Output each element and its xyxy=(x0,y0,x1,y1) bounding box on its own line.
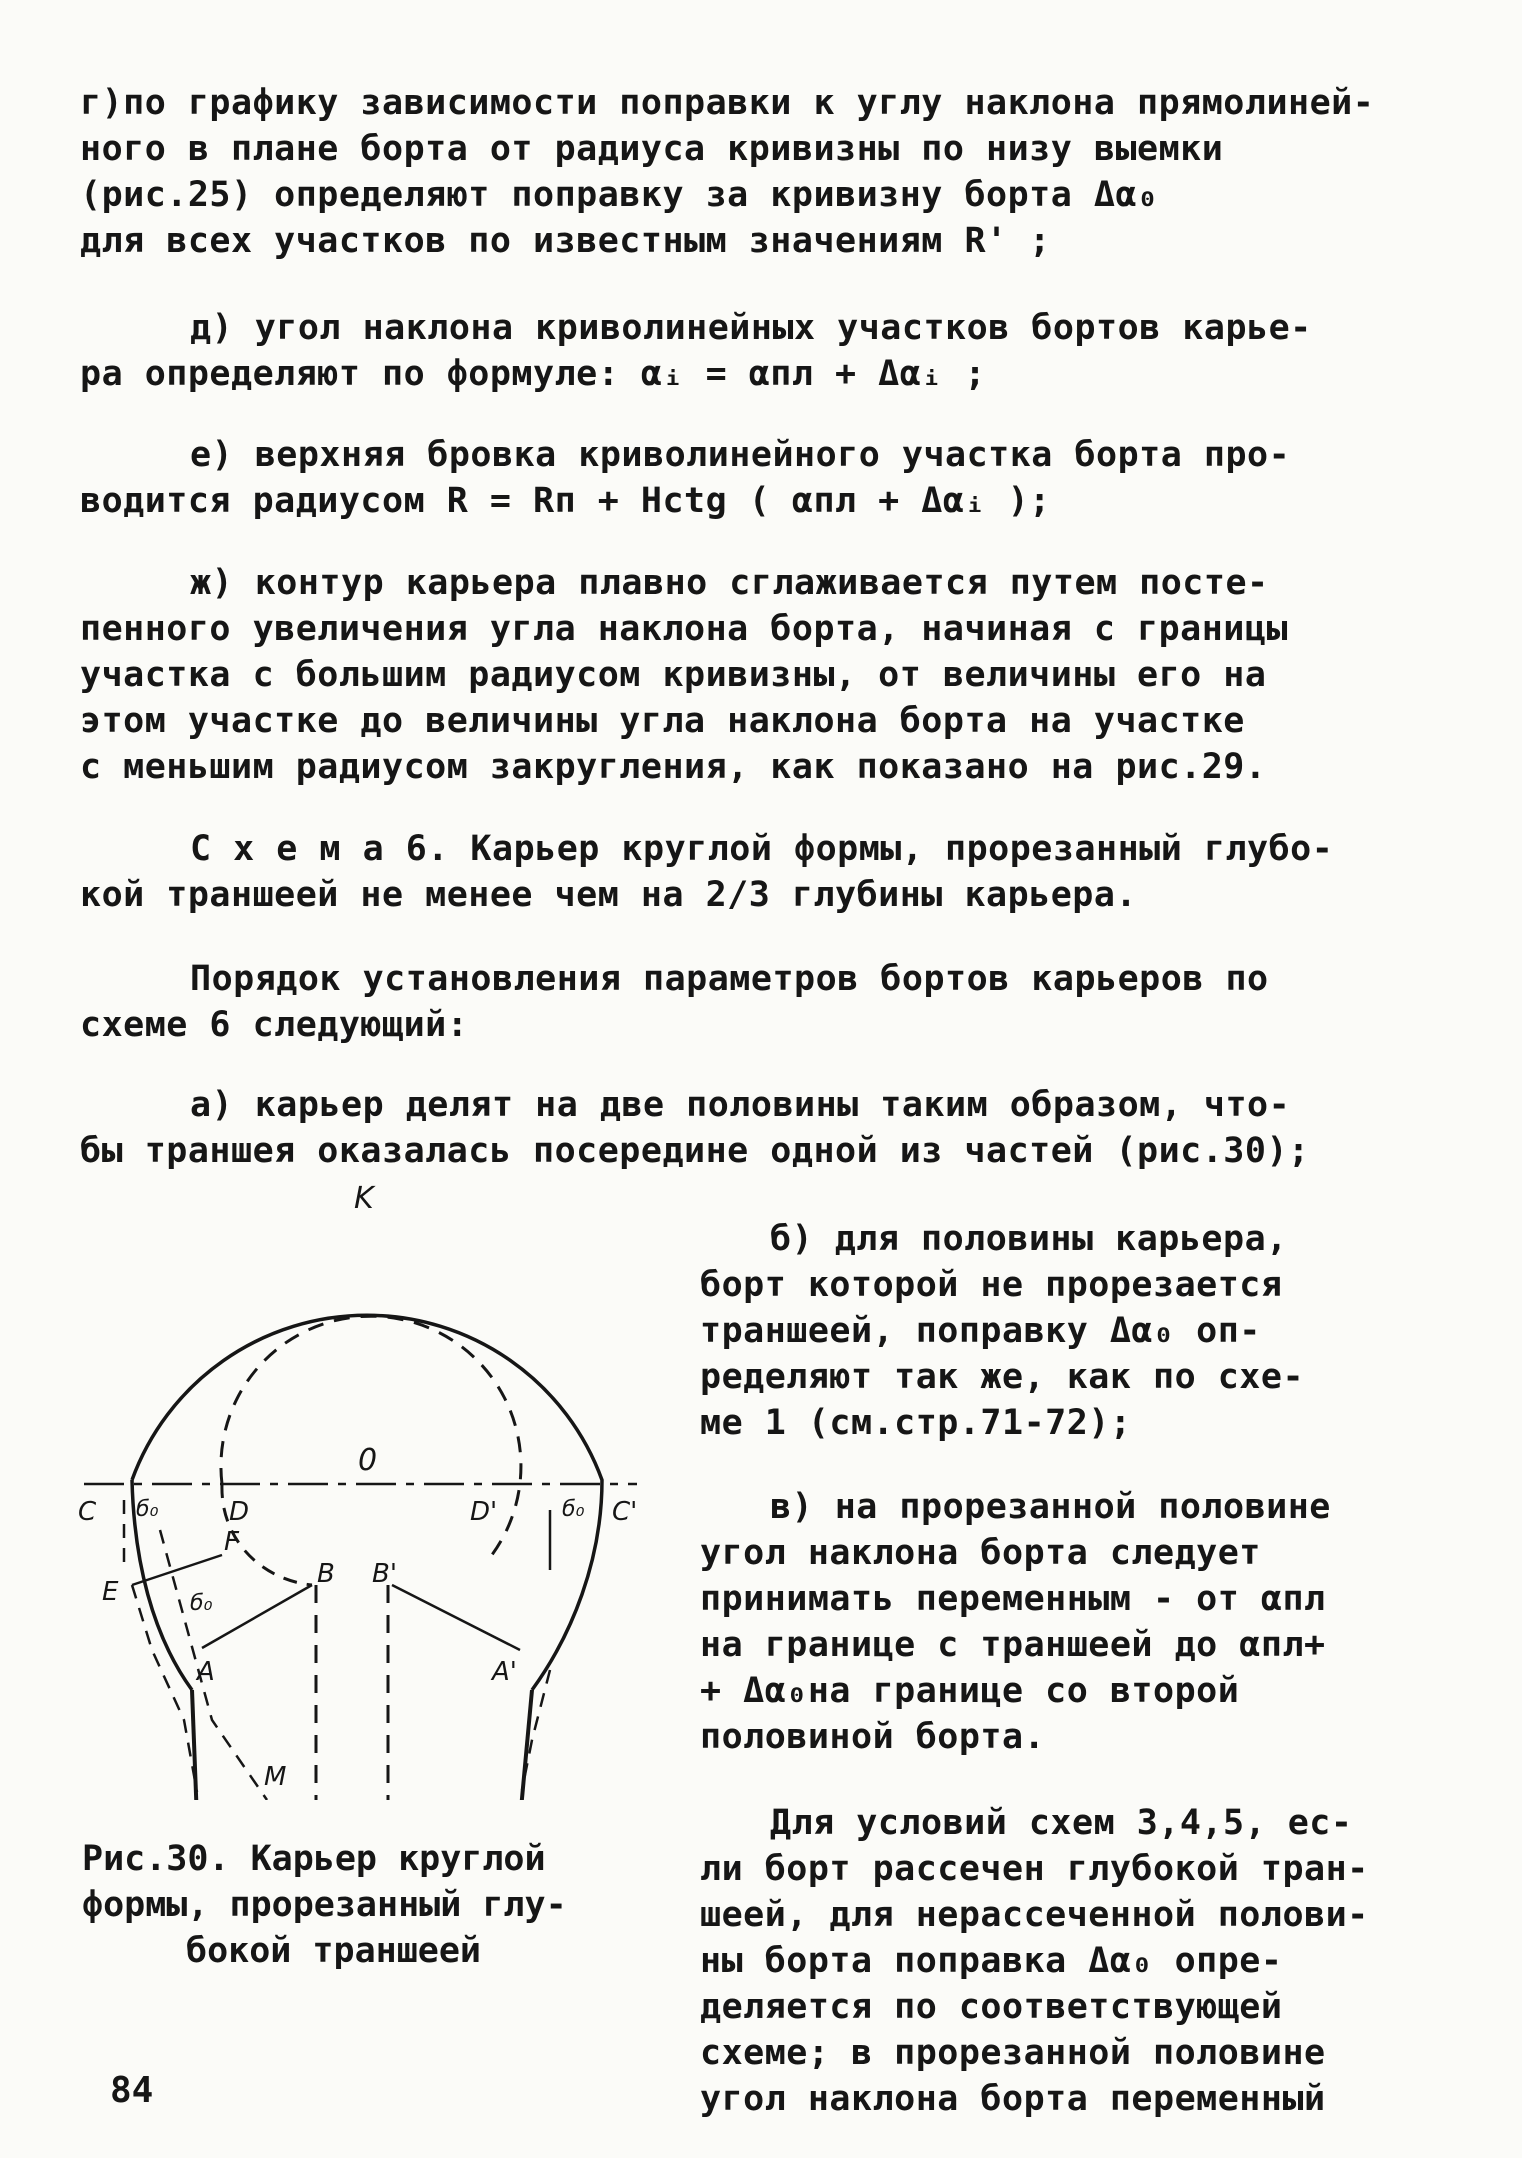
text-line-13: с меньшим радиусом закругления, как показано на рис.29. xyxy=(80,747,1267,787)
label-E: E xyxy=(102,1577,119,1607)
label-K: K xyxy=(354,1181,374,1216)
text-line-14: С х е м а 6. Карьер круглой формы, прорезанный глубо- xyxy=(190,829,1334,869)
right-line-12: Для условий схем 3,4,5, ес- xyxy=(770,1803,1353,1843)
dashed-right-outer xyxy=(522,1670,550,1790)
figure-caption-line-2: формы, прорезанный глу- xyxy=(82,1885,567,1925)
line-E-F xyxy=(132,1555,222,1585)
right-line-3: траншеей, поправку Δα₀ оп- xyxy=(700,1311,1261,1351)
right-line-6: в) на прорезанной половине xyxy=(770,1487,1331,1527)
text-line-5: д) угол наклона криволинейных участков бортов карье- xyxy=(190,308,1312,348)
label-b0-right: б₀ xyxy=(562,1497,585,1522)
text-line-4: для всех участков по известным значениям R' ; xyxy=(80,221,1051,261)
text-line-10: пенного увеличения угла наклона борта, начиная с границы xyxy=(80,609,1289,649)
figure-quarry-diagram xyxy=(72,1180,652,1800)
label-D: D xyxy=(229,1497,250,1527)
right-line-13: ли борт рассечен глубокой тран- xyxy=(700,1849,1369,1889)
page-number: 84 xyxy=(110,2070,154,2111)
right-line-11: половиной борта. xyxy=(700,1717,1046,1757)
text-line-17: схеме 6 следующий: xyxy=(80,1005,469,1045)
right-line-14: шеей, для нерассеченной полови- xyxy=(700,1895,1369,1935)
right-line-9: на границе с траншеей до αпл+ xyxy=(700,1625,1326,1665)
text-line-7: е) верхняя бровка криволинейного участка борта про- xyxy=(190,435,1291,475)
text-line-3: (рис.25) определяют поправку за кривизну борта Δα₀ xyxy=(80,175,1159,215)
right-line-5: ме 1 (см.стр.71-72); xyxy=(700,1403,1132,1443)
right-line-15: ны борта поправка Δα₀ опре- xyxy=(700,1941,1283,1981)
text-line-18: а) карьер делят на две половины таким образом, что- xyxy=(190,1085,1291,1125)
right-line-10: + Δα₀на границе со второй xyxy=(700,1671,1240,1711)
right-line-17: схеме; в прорезанной половине xyxy=(700,2033,1326,2073)
label-A-prime: A' xyxy=(492,1657,517,1687)
right-line-2: борт которой не прорезается xyxy=(700,1265,1283,1305)
outer-contour xyxy=(132,1315,602,1690)
text-line-1: г)по графику зависимости поправки к углу наклона прямолиней- xyxy=(80,83,1375,123)
label-b0-left: б₀ xyxy=(136,1497,159,1522)
text-line-9: ж) контур карьера плавно сглаживается путем посте- xyxy=(190,563,1269,603)
text-line-15: кой траншеей не менее чем на 2/3 глубины карьера. xyxy=(80,875,1138,915)
text-line-6: ра определяют по формуле: αᵢ = αпл + Δαᵢ ; xyxy=(80,354,987,394)
text-line-16: Порядок установления параметров бортов карьеров по xyxy=(190,959,1269,999)
figure-caption-line-3: бокой траншеей xyxy=(186,1931,482,1971)
figure-caption-line-1: Рис.30. Карьер круглой xyxy=(82,1839,546,1879)
label-B: B xyxy=(317,1559,335,1589)
right-line-1: б) для половины карьера, xyxy=(770,1219,1288,1259)
label-b0-mid: б₀ xyxy=(190,1591,213,1616)
text-line-12: этом участке до величины угла наклона борта на участке xyxy=(80,701,1245,741)
label-A: A xyxy=(197,1657,215,1687)
line-B-A xyxy=(202,1585,312,1648)
text-line-11: участка с большим радиусом кривизны, от величины его на xyxy=(80,655,1267,695)
label-O: 0 xyxy=(358,1443,378,1478)
text-line-8: водится радиусом R = Rп + Hctg ( αпл + Δαᵢ ); xyxy=(80,481,1051,521)
right-line-16: деляется по соответствующей xyxy=(700,1987,1283,2027)
label-M: M xyxy=(264,1762,287,1792)
label-D-prime: D' xyxy=(470,1497,498,1527)
left-wall xyxy=(192,1690,197,1800)
label-C: C xyxy=(78,1497,97,1527)
label-B-prime: B' xyxy=(372,1559,397,1589)
dashed-E-A xyxy=(132,1585,197,1792)
label-C-prime: C' xyxy=(612,1497,638,1527)
line-Bp-Ap xyxy=(392,1585,520,1650)
right-line-8: принимать переменным - от αпл xyxy=(700,1579,1326,1619)
right-line-4: ределяют так же, как по схе- xyxy=(700,1357,1305,1397)
right-line-18: угол наклона борта переменный xyxy=(700,2079,1326,2119)
text-line-2: ного в плане борта от радиуса кривизны по низу выемки xyxy=(80,129,1224,169)
text-line-19: бы траншея оказалась посередине одной из частей (рис.30); xyxy=(80,1131,1310,1171)
right-line-7: угол наклона борта следует xyxy=(700,1533,1261,1573)
label-F: F xyxy=(224,1527,239,1557)
